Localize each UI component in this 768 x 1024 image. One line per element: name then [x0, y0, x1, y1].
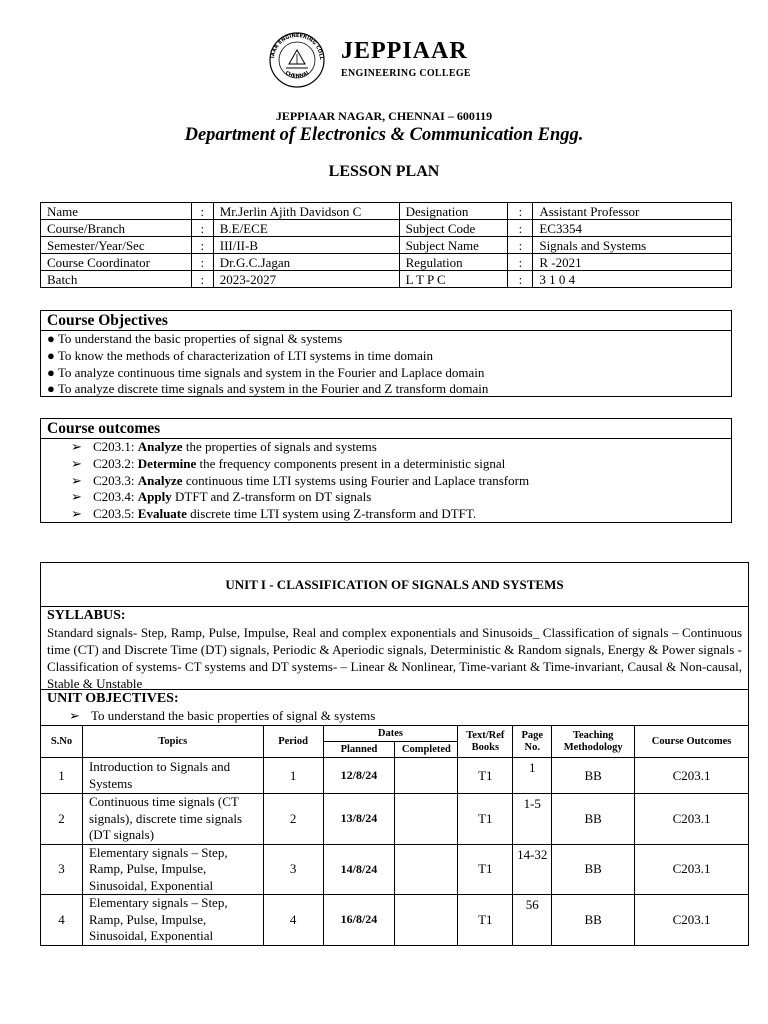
info-separator: :	[191, 203, 213, 220]
info-label: Subject Name	[399, 237, 508, 254]
info-label: L T P C	[399, 271, 508, 288]
outcome-code: C203.4:	[93, 489, 138, 505]
info-separator: :	[508, 220, 533, 237]
table-row	[41, 794, 749, 845]
header-page: Page No.	[513, 726, 552, 758]
course-objective-item	[41, 331, 731, 348]
cell-page: 1-5	[513, 794, 552, 845]
outcome-text: DTFT and Z-transform on DT signals	[171, 489, 372, 505]
bullet-icon: ●	[47, 381, 55, 397]
info-value: 2023-2027	[213, 271, 399, 288]
cell-topic: Elementary signals – Step, Ramp, Pulse, Impulse, Sinusoidal, Exponential	[82, 844, 263, 895]
cell-page: 1	[513, 758, 552, 794]
cell-topic: Continuous time signals (CT signals), discrete time signals (DT signals)	[82, 794, 263, 845]
cell-planned: 16/8/24	[323, 895, 395, 946]
info-row	[41, 237, 732, 254]
arrow-bullet-icon: ➢	[71, 455, 82, 471]
cell-method: BB	[552, 844, 635, 895]
cell-topic: Introduction to Signals and Systems	[82, 758, 263, 794]
info-value: III/II-B	[213, 237, 399, 254]
outcome-text: discrete time LTI system using Z-transform and DTFT.	[186, 506, 477, 522]
outcome-text: the frequency components present in a deterministic signal	[196, 455, 506, 471]
arrow-bullet-icon: ➢	[71, 439, 82, 454]
header-outcomes: Course Outcomes	[635, 726, 749, 758]
cell-completed	[395, 758, 458, 794]
arrow-bullet-icon: ➢	[69, 708, 80, 723]
svg-text:CHENNAI	[284, 70, 310, 79]
document-title: LESSON PLAN	[328, 163, 440, 180]
info-label: Name	[41, 203, 192, 220]
info-separator: :	[508, 254, 533, 271]
cell-topic: Elementary signals – Step, Ramp, Pulse, Impulse, Sinusoidal, Exponential	[82, 895, 263, 946]
info-value: 3 1 0 4	[533, 271, 732, 288]
course-outcome-item	[41, 456, 731, 473]
info-label: Subject Code	[399, 220, 508, 237]
info-label: Batch	[41, 271, 192, 288]
info-label: Semester/Year/Sec	[41, 237, 192, 254]
cell-method: BB	[552, 758, 635, 794]
logo-ring-top-text: IAAR ENGINEERING COLL	[270, 32, 325, 61]
info-separator: :	[191, 237, 213, 254]
syllabus-label: SYLLABUS:	[47, 608, 126, 623]
header-method: Teaching Methodology	[552, 726, 635, 758]
cell-book: T1	[458, 794, 513, 845]
topics-table	[40, 725, 749, 946]
unit-objectives-label: UNIT OBJECTIVES:	[47, 691, 179, 706]
cell-course-outcome: C203.1	[635, 844, 749, 895]
info-separator: :	[508, 203, 533, 220]
arrow-bullet-icon: ➢	[71, 506, 82, 522]
cell-course-outcome: C203.1	[635, 758, 749, 794]
course-info-table	[40, 202, 732, 288]
info-separator: :	[508, 271, 533, 288]
info-value: R -2021	[533, 254, 732, 271]
info-separator: :	[508, 237, 533, 254]
arrow-bullet-icon: ➢	[71, 472, 82, 488]
cell-period: 1	[263, 758, 323, 794]
header-completed: Completed	[395, 742, 458, 758]
unit-title: UNIT I - CLASSIFICATION OF SIGNALS AND SYSTEMS	[41, 563, 748, 607]
info-row	[41, 220, 732, 237]
header-books: Text/Ref Books	[458, 726, 513, 758]
outcome-verb: Analyze	[137, 472, 183, 488]
cell-book: T1	[458, 895, 513, 946]
cell-period: 3	[263, 844, 323, 895]
info-separator: :	[191, 271, 213, 288]
cell-method: BB	[552, 794, 635, 845]
info-value: Dr.G.C.Jagan	[213, 254, 399, 271]
outcome-verb: Apply	[137, 489, 172, 505]
arrow-bullet-icon: ➢	[71, 489, 82, 505]
unit-objectives	[41, 691, 748, 725]
bullet-icon: ●	[47, 347, 55, 363]
course-objective-item	[41, 381, 731, 398]
info-separator: :	[191, 254, 213, 271]
course-outcome-item	[41, 439, 731, 456]
logo-ring-bottom-text: CHENNAI	[284, 70, 311, 80]
unit-objective-text: To understand the basic properties of signal & systems	[91, 708, 376, 723]
course-objective-text: To understand the basic properties of signal & systems	[57, 331, 343, 346]
cell-planned: 14/8/24	[323, 844, 395, 895]
outcome-code: C203.2:	[93, 455, 138, 471]
outcome-verb: Determine	[137, 455, 197, 471]
info-value: EC3354	[533, 220, 732, 237]
topics-body	[41, 758, 749, 946]
cell-page: 14-32	[513, 844, 552, 895]
cell-book: T1	[458, 844, 513, 895]
course-objective-text: To analyze continuous time signals and system in the Fourier and Laplace domain	[57, 364, 485, 380]
cell-course-outcome: C203.1	[635, 895, 749, 946]
unit-syllabus	[41, 607, 748, 690]
info-row	[41, 254, 732, 271]
course-objectives-title: Course Objectives	[41, 311, 731, 331]
course-outcomes-list	[41, 439, 731, 523]
course-info-body	[41, 203, 732, 288]
table-row	[41, 758, 749, 794]
course-outcome-item	[41, 473, 731, 490]
info-value: Assistant Professor	[533, 203, 732, 220]
syllabus-text: Standard signals- Step, Ramp, Pulse, Impulse, Real and complex exponentials and Sinusoids_ Classification of signals – Continuous time (CT) and Discrete Time (DT) signals, Periodic & Aperiodic signals, Deterministic & Random signals, Energy & Power signals - Classification of systems- CT systems and DT systems- – Linear & Nonlinear, Time-variant & Time-invariant, Causal & Non-causal, Stable & Unstable	[47, 625, 742, 691]
info-label: Designation	[399, 203, 508, 220]
info-label: Regulation	[399, 254, 508, 271]
info-row	[41, 271, 732, 288]
cell-sno: 4	[41, 895, 83, 946]
outcome-code: C203.1:	[93, 439, 138, 454]
course-outcome-item	[41, 489, 731, 506]
outcome-verb: Evaluate	[137, 506, 187, 522]
college-logo	[262, 30, 332, 90]
cell-sno: 2	[41, 794, 83, 845]
info-row	[41, 203, 732, 220]
college-address: JEPPIAAR NAGAR, CHENNAI – 600119	[275, 109, 493, 123]
college-subtitle: ENGINEERING COLLEGE	[341, 68, 471, 79]
cell-sno: 3	[41, 844, 83, 895]
cell-planned: 13/8/24	[323, 794, 395, 845]
table-row	[41, 895, 749, 946]
course-outcomes-title: Course outcomes	[41, 419, 731, 439]
course-objective-item	[41, 348, 731, 365]
department-title: Department of Electronics & Communication Engg.	[184, 125, 584, 145]
info-value: Signals and Systems	[533, 237, 732, 254]
cell-sno: 1	[41, 758, 83, 794]
info-value: Mr.Jerlin Ajith Davidson C	[213, 203, 399, 220]
course-objective-item	[41, 365, 731, 382]
course-objectives-box	[40, 310, 732, 397]
college-name: JEPPIAAR	[341, 38, 468, 64]
bullet-icon: ●	[47, 331, 55, 346]
bullet-icon: ●	[47, 364, 55, 380]
unit-section	[40, 562, 749, 946]
header-planned: Planned	[323, 742, 395, 758]
cell-completed	[395, 844, 458, 895]
header-sno: S.No	[41, 726, 83, 758]
outcome-text: continuous time LTI systems using Fourier and Laplace transform	[182, 472, 530, 488]
cell-period: 2	[263, 794, 323, 845]
info-separator: :	[191, 220, 213, 237]
unit-objective-item	[47, 707, 742, 724]
cell-completed	[395, 794, 458, 845]
cell-course-outcome: C203.1	[635, 794, 749, 845]
info-label: Course Coordinator	[41, 254, 192, 271]
course-outcome-item	[41, 506, 731, 523]
cell-completed	[395, 895, 458, 946]
header-period: Period	[263, 726, 323, 758]
course-objectives-list	[41, 331, 731, 398]
course-objective-text: To analyze discrete time signals and system in the Fourier and Z transform domain	[57, 381, 489, 397]
outcome-verb: Analyze	[137, 439, 183, 454]
outcome-code: C203.3:	[93, 472, 138, 488]
cell-planned: 12/8/24	[323, 758, 395, 794]
course-outcomes-box	[40, 418, 732, 523]
header-dates: Dates	[323, 726, 458, 742]
cell-page: 56	[513, 895, 552, 946]
cell-method: BB	[552, 895, 635, 946]
outcome-text: the properties of signals and systems	[182, 439, 377, 454]
table-row	[41, 844, 749, 895]
outcome-code: C203.5:	[93, 506, 138, 522]
cell-period: 4	[263, 895, 323, 946]
header-topics: Topics	[82, 726, 263, 758]
course-objective-text: To know the methods of characterization of LTI systems in time domain	[57, 347, 434, 363]
info-label: Course/Branch	[41, 220, 192, 237]
cell-book: T1	[458, 758, 513, 794]
info-value: B.E/ECE	[213, 220, 399, 237]
